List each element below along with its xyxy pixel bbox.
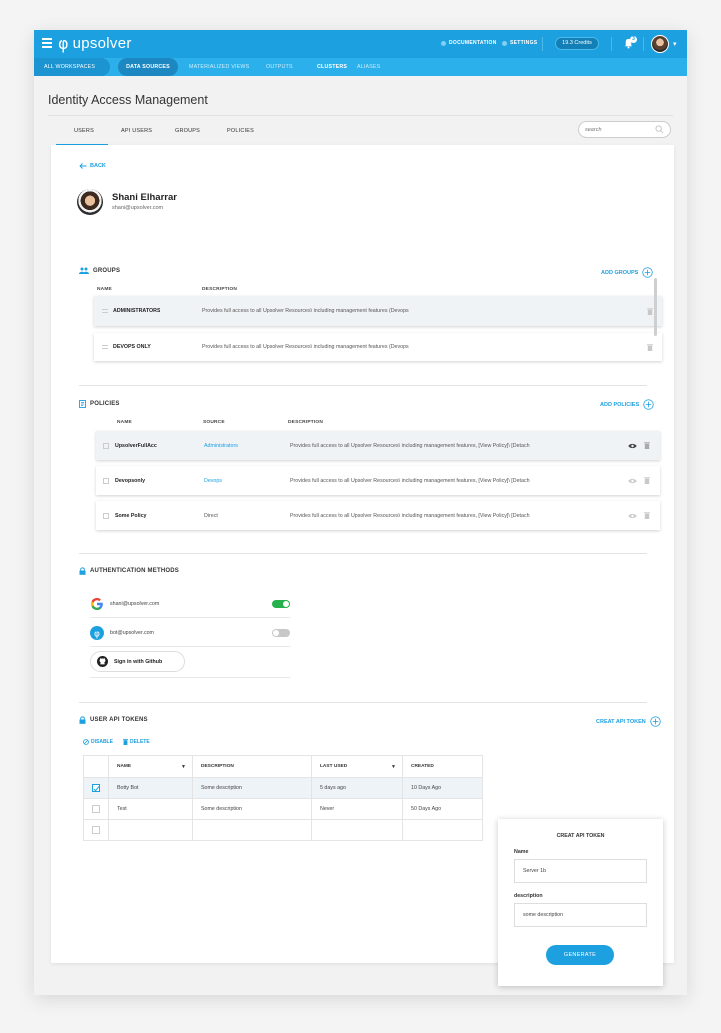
col-header-description: DESCRIPTION	[193, 756, 312, 778]
user-email: shani@upsolver.com	[112, 205, 164, 211]
policy-view[interactable]	[628, 431, 637, 460]
row-checkbox-cell	[84, 778, 109, 799]
group-name-cell	[102, 296, 160, 326]
token-name: Test	[109, 799, 193, 820]
token-actions	[83, 739, 150, 745]
col-header-name-label: NAME	[117, 763, 132, 769]
svg-text:φ: φ	[94, 628, 100, 639]
users-group-icon	[79, 267, 89, 274]
group-row[interactable]	[94, 333, 662, 361]
documentation-icon	[441, 41, 446, 46]
auth-toggle-upsolver[interactable]	[272, 629, 290, 637]
search-icon[interactable]	[655, 125, 664, 134]
policy-name-cell	[103, 431, 157, 460]
auth-method-upsolver	[90, 619, 290, 647]
groups-col-description: DESCRIPTION	[202, 287, 237, 292]
user-detail-card	[51, 145, 674, 963]
row-checkbox-cell	[84, 799, 109, 820]
app-name: upsolver	[72, 35, 132, 52]
sort-down-icon[interactable]: ▼	[391, 763, 396, 770]
policy-description: Provides full access to all Upsolver Resources\ including management features, [View Policy]\ [Detach	[290, 477, 530, 484]
group-description: Provides full access to all Upsolver Resources\ including management features (Devops	[202, 344, 409, 350]
github-icon	[97, 656, 108, 667]
top-bar-divider	[611, 37, 612, 51]
policies-section-title	[79, 400, 120, 408]
section-divider	[79, 385, 647, 386]
group-description: Provides full access to all Upsolver Resources\ including management features (Devops	[202, 308, 409, 314]
toggle-knob	[283, 601, 289, 607]
github-sign-in-button[interactable]	[90, 651, 185, 672]
auth-section-title	[79, 567, 179, 575]
chevron-down-icon[interactable]: ▾	[673, 41, 677, 48]
empty-cell	[193, 820, 312, 841]
policy-select-icon[interactable]	[103, 513, 109, 519]
disable-label: DISABLE	[91, 739, 113, 745]
delete-button[interactable]	[123, 739, 150, 745]
token-name-input[interactable]	[514, 859, 647, 883]
workspace-nav	[34, 58, 687, 76]
nav-data-sources[interactable]: DATA SOURCES	[118, 58, 178, 76]
policies-title: POLICIES	[90, 401, 120, 407]
documentation-link[interactable]	[441, 40, 497, 46]
hamburger-menu-icon[interactable]	[42, 38, 52, 48]
search-input[interactable]	[585, 125, 651, 135]
row-checkbox[interactable]	[92, 805, 100, 813]
policy-name: UpsolverFullAcc	[115, 442, 157, 449]
notification-count-badge: 3	[630, 36, 637, 43]
top-bar-divider	[542, 37, 543, 51]
policy-row[interactable]	[96, 431, 660, 460]
arrow-left-icon	[79, 163, 87, 169]
policy-delete[interactable]	[644, 501, 650, 530]
drag-handle-icon[interactable]	[102, 345, 108, 349]
credits-badge[interactable]: 19.3 Credits	[555, 37, 599, 50]
policy-view[interactable]	[628, 501, 637, 530]
eye-icon[interactable]	[628, 478, 637, 484]
policy-select-icon[interactable]	[103, 443, 109, 449]
eye-icon[interactable]	[628, 513, 637, 519]
empty-cell	[403, 820, 483, 841]
back-label: BACK	[90, 163, 106, 169]
gear-icon	[502, 41, 507, 46]
section-divider	[79, 702, 647, 703]
top-bar	[34, 30, 687, 58]
user-name: Shani Elharrar	[112, 192, 177, 203]
create-api-token-label: CREAT API TOKEN	[596, 718, 646, 725]
policy-name: Some Policy	[115, 512, 147, 519]
policy-description: Provides full access to all Upsolver Resources\ including management features, [View Policy]\ [Detach	[290, 512, 530, 519]
policy-source-link[interactable]: Devops	[204, 477, 222, 484]
plus-circle-icon	[642, 267, 653, 278]
nav-clusters[interactable]: CLUSTERS	[317, 64, 348, 70]
groups-title: GROUPS	[93, 267, 121, 274]
auth-title: AUTHENTICATION METHODS	[90, 568, 179, 574]
tab-api-users[interactable]: API USERS	[121, 128, 153, 134]
google-icon	[90, 597, 104, 611]
nav-outputs[interactable]: OUTPUTS	[266, 64, 293, 70]
add-groups-label: ADD GROUPS	[601, 269, 639, 276]
trash-icon	[123, 739, 128, 745]
api-tokens-table	[83, 755, 483, 841]
section-divider	[79, 553, 647, 554]
create-api-token-panel	[498, 819, 663, 986]
drag-handle-icon[interactable]	[102, 309, 108, 313]
settings-link[interactable]	[502, 40, 537, 46]
group-name-cell	[102, 333, 151, 361]
page-title: Identity Access Management	[48, 93, 208, 107]
group-row[interactable]	[94, 296, 662, 326]
trash-icon[interactable]	[644, 442, 650, 449]
policy-name: Devopsonly	[115, 477, 146, 484]
trash-icon[interactable]	[647, 308, 653, 315]
auth-method-label: shani@upsolver.com	[110, 600, 160, 607]
groups-col-name: NAME	[97, 287, 112, 292]
row-checkbox-cell	[84, 820, 109, 841]
policy-description: Provides full access to all Upsolver Resources\ including management features, [View Policy]\ [Detach	[290, 442, 530, 449]
add-groups-button[interactable]	[601, 267, 653, 278]
col-header-last-used[interactable]	[312, 756, 403, 778]
col-header-name[interactable]	[109, 756, 193, 778]
lock-icon	[79, 567, 86, 575]
tokens-section-title	[79, 716, 148, 724]
trash-icon[interactable]	[644, 512, 650, 519]
trash-icon[interactable]	[644, 477, 650, 484]
search-box[interactable]	[578, 121, 671, 138]
token-description-input[interactable]	[514, 903, 647, 927]
token-name-label: Name	[514, 849, 529, 855]
policy-view[interactable]	[628, 466, 637, 495]
policies-col-name: NAME	[117, 420, 132, 425]
upsolver-logo-icon: φ	[58, 34, 69, 53]
profile-avatar[interactable]	[651, 35, 669, 53]
github-sign-in-label: Sign in with Github	[114, 658, 163, 665]
table-row[interactable]	[84, 799, 483, 820]
token-created: 10 Days Ago	[403, 778, 483, 799]
auth-toggle-google[interactable]	[272, 600, 290, 608]
eye-icon[interactable]	[628, 443, 637, 449]
policy-name-cell	[103, 466, 145, 495]
user-avatar	[77, 189, 103, 215]
table-header-row	[84, 756, 483, 778]
policy-row[interactable]	[96, 501, 660, 530]
groups-scrollbar[interactable]	[654, 278, 657, 336]
header-divider	[48, 115, 673, 116]
settings-label: SETTINGS	[510, 40, 538, 46]
auth-method-google	[90, 590, 290, 618]
group-delete[interactable]	[647, 296, 653, 326]
row-checkbox[interactable]	[92, 826, 100, 834]
generate-button[interactable]: GENERATE	[546, 945, 614, 965]
auth-method-label: bot@upsolver.com	[110, 629, 154, 636]
sort-down-icon[interactable]: ▼	[181, 763, 186, 770]
group-delete[interactable]	[647, 333, 653, 361]
row-checkbox[interactable]	[92, 784, 100, 792]
disable-button[interactable]	[83, 739, 113, 745]
nav-aliases[interactable]: ALIASES	[357, 64, 381, 70]
block-icon	[83, 739, 89, 745]
policies-col-source: SOURCE	[203, 420, 225, 425]
tab-groups[interactable]: GROUPS	[175, 128, 201, 134]
create-api-token-button[interactable]	[596, 716, 661, 727]
table-row-empty	[84, 820, 483, 841]
nav-materialized-views[interactable]: MATERIALIZED VIEWS	[189, 64, 250, 70]
add-policies-button[interactable]	[600, 399, 654, 410]
tab-policies[interactable]: POLICIES	[227, 128, 254, 134]
back-link[interactable]	[79, 163, 106, 169]
delete-label: DELETE	[129, 739, 150, 745]
token-name: Botty Bot	[109, 778, 193, 799]
upsolver-logo-icon	[90, 626, 104, 640]
policies-col-description: DESCRIPTION	[288, 420, 323, 425]
policy-source: Direct	[204, 512, 218, 519]
col-header-created: CREATED	[403, 756, 483, 778]
policy-delete[interactable]	[644, 466, 650, 495]
col-header-last-used-label: LAST USED	[320, 763, 348, 769]
policy-delete[interactable]	[644, 431, 650, 460]
tab-users[interactable]: USERS	[74, 128, 94, 134]
token-last-used: Never	[312, 799, 403, 820]
token-description: Some description	[193, 778, 312, 799]
token-last-used: 5 days ago	[312, 778, 403, 799]
group-name: DEVOPS ONLY	[113, 344, 151, 350]
group-name: ADMINISTRATORS	[113, 308, 161, 314]
app-logo[interactable]	[58, 34, 132, 53]
panel-title: CREAT API TOKEN	[556, 833, 605, 839]
add-policies-label: ADD POLICIES	[600, 401, 640, 408]
token-description: Some description	[193, 799, 312, 820]
token-created: 50 Days Ago	[403, 799, 483, 820]
trash-icon[interactable]	[647, 344, 653, 351]
lock-icon	[79, 716, 86, 724]
policy-source-link[interactable]: Administrators	[204, 442, 238, 449]
documentation-label: DOCUMENTATION	[449, 40, 497, 46]
select-all-header	[84, 756, 109, 778]
empty-cell	[312, 820, 403, 841]
nav-all-workspaces[interactable]: ALL WORKSPACES	[34, 58, 110, 76]
tokens-title: USER API TOKENS	[90, 717, 148, 723]
token-description-label: description	[514, 893, 543, 899]
document-icon	[79, 400, 86, 408]
policy-name-cell	[103, 501, 147, 530]
plus-circle-icon	[643, 399, 654, 410]
app-window	[34, 30, 687, 995]
table-row[interactable]	[84, 778, 483, 799]
top-bar-divider	[643, 37, 644, 51]
empty-cell	[109, 820, 193, 841]
groups-section-title	[79, 267, 120, 274]
plus-circle-icon	[650, 716, 661, 727]
policy-row[interactable]	[96, 466, 660, 495]
policy-select-icon[interactable]	[103, 478, 109, 484]
toggle-knob	[273, 630, 279, 636]
